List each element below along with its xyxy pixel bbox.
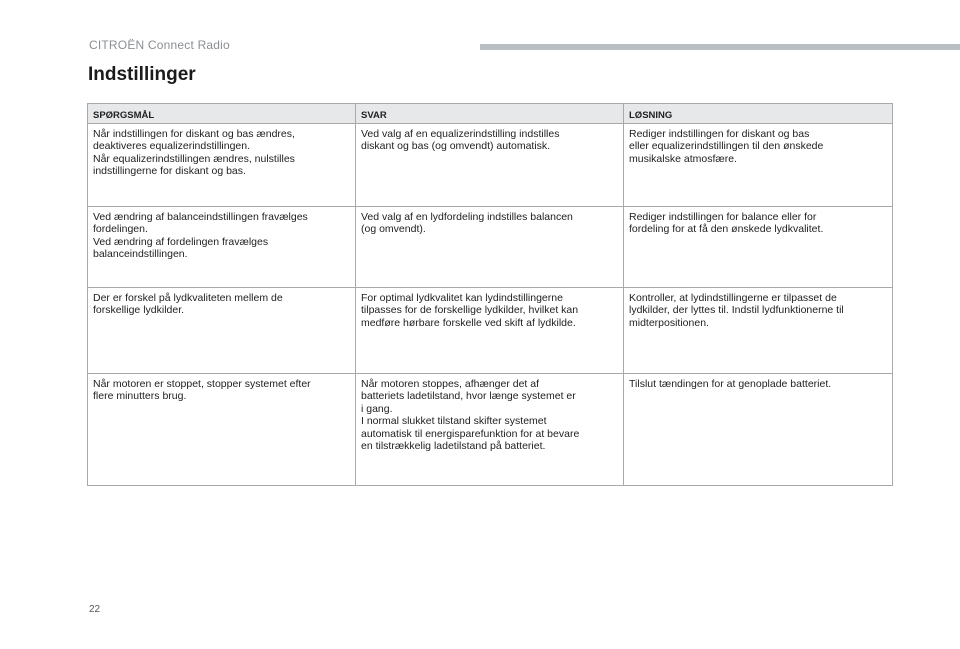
table-header-row	[88, 104, 893, 124]
answer-cell: Ved valg af en equalizerindstilling indstilles diskant og bas (og omvendt) automatisk.	[356, 123, 624, 206]
troubleshooting-table	[87, 103, 893, 486]
column-header-answer: SVAR	[356, 104, 624, 124]
column-header-question: SPØRGSMÅL	[88, 104, 356, 124]
solution-cell: Kontroller, at lydindstillingerne er tilpasset de lydkilder, der lyttes til. Indstil lydfunktionerne til midterpositionen.	[624, 287, 893, 373]
page-number: 22	[89, 604, 101, 615]
table-row	[88, 287, 893, 373]
page-title: Indstillinger	[88, 64, 196, 85]
column-header-solution: LØSNING	[624, 104, 893, 124]
question-cell: Når motoren er stoppet, stopper systemet efter flere minutters brug.	[88, 373, 356, 485]
question-cell: Ved ændring af balanceindstillingen fravælges fordelingen. Ved ændring af fordelingen fravælges balanceindstillingen.	[88, 206, 356, 287]
question-cell: Der er forskel på lydkvaliteten mellem de forskellige lydkilder.	[88, 287, 356, 373]
header-brand: CITROËN Connect Radio	[89, 38, 230, 52]
solution-cell: Tilslut tændingen for at genoplade batteriet.	[624, 373, 893, 485]
table-row	[88, 373, 893, 485]
solution-cell: Rediger indstillingen for balance eller for fordeling for at få den ønskede lydkvalitet.	[624, 206, 893, 287]
solution-cell: Rediger indstillingen for diskant og bas eller equalizerindstillingen til den ønskede musikalske atmosfære.	[624, 123, 893, 206]
table-row	[88, 123, 893, 206]
table-row	[88, 206, 893, 287]
header-bar	[480, 44, 960, 50]
answer-cell: For optimal lydkvalitet kan lydindstillingerne tilpasses for de forskellige lydkilder, hvilket kan medføre hørbare forskelle ved skift af lydkilde.	[356, 287, 624, 373]
answer-cell: Ved valg af en lydfordeling indstilles balancen (og omvendt).	[356, 206, 624, 287]
answer-cell: Når motoren stoppes, afhænger det af batteriets ladetilstand, hvor længe systemet er i gang. I normal slukket tilstand skifter systemet automatisk til energisparefunktion for at bevare en tilstrækkelig ladetilstand på batteriet.	[356, 373, 624, 485]
question-cell: Når indstillingen for diskant og bas ændres, deaktiveres equalizerindstillingen. Når equalizerindstillingen ændres, nulstilles indstillingerne for diskant og bas.	[88, 123, 356, 206]
